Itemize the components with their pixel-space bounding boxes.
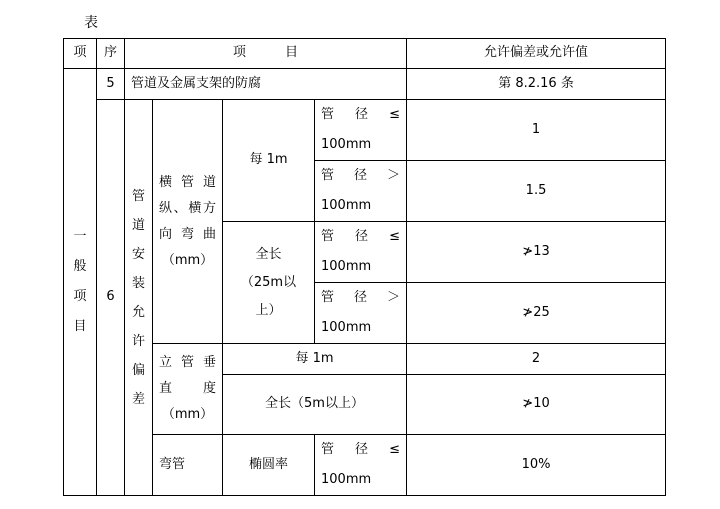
diameter-word: 径 bbox=[354, 168, 368, 183]
header-item: 项 bbox=[64, 39, 97, 69]
value-cell: ≯10 bbox=[407, 375, 666, 435]
total-range-end: 上） bbox=[255, 302, 282, 318]
vertical-label-line2: 直 度 bbox=[159, 381, 216, 396]
value-cell: ≯25 bbox=[407, 283, 666, 344]
pipe-size-cell bbox=[315, 100, 407, 161]
pipe-size-cell bbox=[315, 222, 407, 283]
value-cell: 第 8.2.16 条 bbox=[407, 69, 666, 100]
horizontal-label-line3: 向弯曲 bbox=[159, 226, 216, 242]
header-project: 项 目 bbox=[125, 39, 407, 69]
vertical-unit: （mm） bbox=[161, 407, 214, 422]
total-length-cell bbox=[223, 222, 315, 344]
header-tolerance: 允许偏差或允许值 bbox=[407, 39, 666, 69]
comparator: ≤ bbox=[389, 229, 400, 244]
pipe-word: 管 bbox=[321, 290, 335, 305]
table-row bbox=[64, 69, 666, 100]
seq-cell: 6 bbox=[97, 100, 125, 496]
header-seq: 序 bbox=[97, 39, 125, 69]
comparator: ≤ bbox=[389, 107, 400, 122]
pipe-word: 管 bbox=[321, 107, 335, 122]
header-row bbox=[64, 39, 666, 69]
pipe-size-cell bbox=[315, 435, 407, 496]
vertical-label-cell bbox=[153, 344, 223, 435]
category-label: 一般项目 bbox=[73, 229, 87, 334]
pipe-word: 管 bbox=[321, 229, 335, 244]
pipe-size-cell bbox=[315, 161, 407, 222]
horizontal-label-cell bbox=[153, 100, 223, 344]
total-range: （25m以 bbox=[240, 274, 297, 290]
seq-cell: 5 bbox=[97, 69, 125, 100]
table-row bbox=[64, 435, 666, 496]
diameter-word: 径 bbox=[354, 290, 368, 305]
value-cell: ≯13 bbox=[407, 222, 666, 283]
horizontal-unit: （mm） bbox=[161, 252, 214, 268]
group-label: 管道安装允许偏差 bbox=[132, 188, 146, 407]
ovality-cell: 椭圆率 bbox=[223, 435, 315, 496]
diameter-word: 径 bbox=[355, 229, 369, 244]
horizontal-label-line1: 横管道 bbox=[159, 174, 216, 190]
group-cell bbox=[125, 100, 153, 496]
tolerance-table bbox=[63, 38, 666, 496]
pipe-size: 100mm bbox=[321, 137, 372, 152]
comparator: ≤ bbox=[389, 442, 400, 457]
pipe-size: 100mm bbox=[321, 472, 372, 487]
value-cell: 10% bbox=[407, 435, 666, 496]
pipe-size-cell bbox=[315, 283, 407, 344]
value-cell: 1 bbox=[407, 100, 666, 161]
bend-label-cell: 弯管 bbox=[153, 435, 223, 496]
pipe-word: 管 bbox=[321, 168, 335, 183]
table-row bbox=[64, 100, 666, 161]
diameter-word: 径 bbox=[355, 107, 369, 122]
total-length-cell: 全长（5m以上） bbox=[223, 375, 407, 435]
horizontal-label-line2: 纵、横方 bbox=[159, 200, 216, 216]
pipe-size: 100mm bbox=[321, 259, 372, 274]
pipe-size: 100mm bbox=[321, 198, 372, 213]
per-1m-cell: 每 1m bbox=[223, 100, 315, 222]
table-row bbox=[64, 344, 666, 375]
per-1m-cell: 每 1m bbox=[223, 344, 407, 375]
project-cell: 管道及金属支架的防腐 bbox=[125, 69, 407, 100]
category-cell bbox=[64, 69, 97, 496]
pipe-word: 管 bbox=[321, 442, 335, 457]
total-label: 全长 bbox=[255, 246, 282, 262]
diameter-word: 径 bbox=[355, 442, 369, 457]
value-cell: 1.5 bbox=[407, 161, 666, 222]
pipe-size: 100mm bbox=[321, 320, 372, 335]
value-cell: 2 bbox=[407, 344, 666, 375]
vertical-label-line1: 立管垂 bbox=[159, 355, 216, 370]
comparator: ＞ bbox=[387, 168, 401, 183]
comparator: ＞ bbox=[387, 290, 401, 305]
table-caption: 表 bbox=[84, 15, 98, 31]
